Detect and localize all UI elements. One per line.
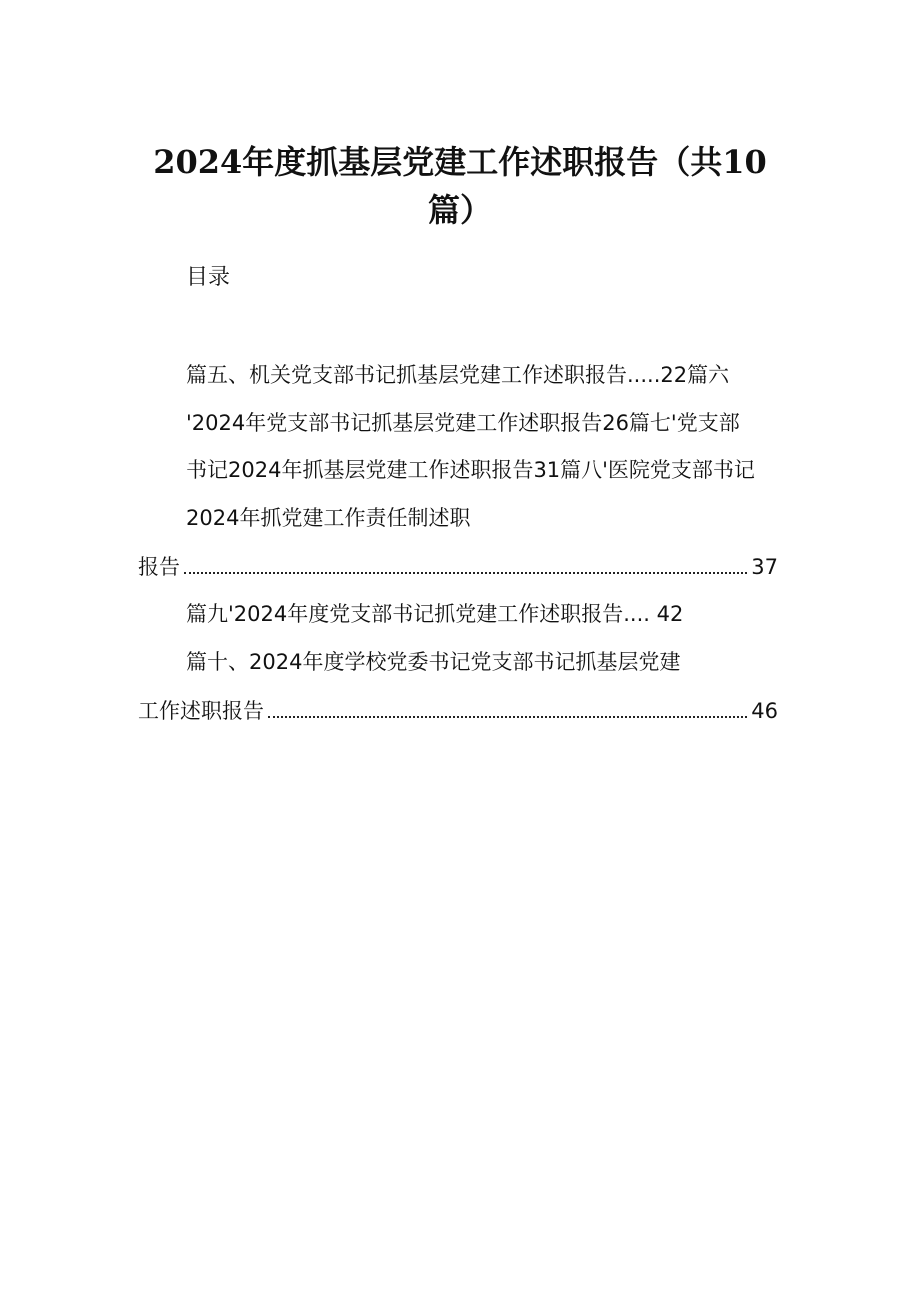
toc-entry-with-leader[interactable] — [138, 552, 778, 582]
title-line-1: 2024年度抓基层党建工作述职报告（共10 — [153, 143, 767, 181]
dot-leader — [268, 715, 747, 718]
toc-line[interactable]: 书记2024年抓基层党建工作述职报告31篇八'医院党支部书记 — [186, 458, 755, 482]
toc-heading: 目录 — [186, 265, 231, 290]
toc-entry-with-leader[interactable] — [138, 696, 778, 726]
toc-line[interactable]: 2024年抓党建工作责任制述职 — [186, 506, 471, 530]
dot-leader — [184, 571, 747, 574]
toc-entry-text: 工作述职报告 — [138, 699, 264, 723]
title-line-2: 篇） — [427, 191, 492, 229]
toc-line[interactable]: '2024年党支部书记抓基层党建工作述职报告26篇七'党支部 — [186, 411, 740, 435]
toc-line[interactable]: 篇五、机关党支部书记抓基层党建工作述职报告.....22篇六 — [186, 363, 730, 387]
toc-line[interactable]: 篇十、2024年度学校党委书记党支部书记抓基层党建 — [186, 650, 681, 674]
toc-page-number: 46 — [751, 699, 778, 723]
toc-page-number: 37 — [751, 555, 778, 579]
toc-line[interactable]: 篇九'2024年度党支部书记抓党建工作述职报告.... 42 — [186, 602, 684, 626]
toc-entry-text: 报告 — [138, 555, 180, 579]
